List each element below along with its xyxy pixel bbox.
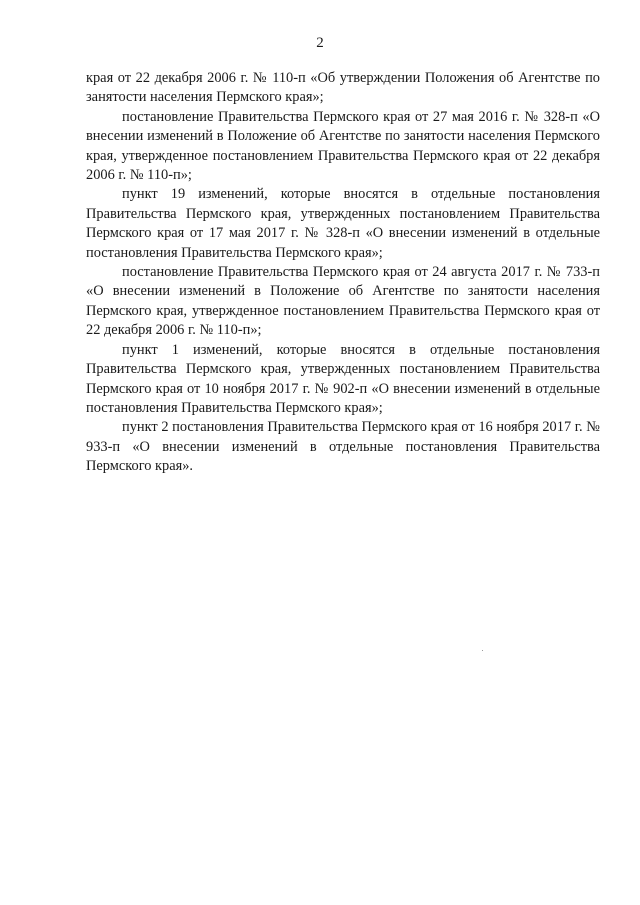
paragraph-resolution-328-2016: постановление Правительства Пермского края от 27 мая 2016 г. № 328-п «О внесении изменений в Положение об Агентстве по занятости населения Пермского края, утвержденное постановлением Правительства Пермского края от 22 декабря 2006 г. № 110-п»;	[86, 108, 600, 184]
page-number: 2	[316, 35, 324, 51]
document-body	[86, 69, 600, 477]
paragraph-item-1: пункт 1 изменений, которые вносятся в отдельные постановления Правительства Пермского края, утвержденных постановлением Правительства Пермского края от 10 ноября 2017 г. № 902-п «О внесении изменений в отдельные постановления Правительства Пермского края»;	[86, 341, 600, 416]
paragraph-continuation: края от 22 декабря 2006 г. № 110-п «Об утверждении Положения об Агентстве по занятости населения Пермского края»;	[86, 70, 600, 106]
paragraph-resolution-733-2017: постановление Правительства Пермского края от 24 августа 2017 г. № 733-п «О внесении изменений в Положение об Агентстве по занятости населения Пермского края, утвержденное постановлением Правительства Пермского края от 22 декабря 2006 г. № 110-п»;	[86, 264, 600, 339]
paragraph-item-19: пункт 19 изменений, которые вносятся в отдельные постановления Правительства Пермского края, утвержденных постановлением Правительства Пермского края от 17 мая 2017 г. № 328-п «О внесении изменений в отдельные постановления Правительства Пермского края»;	[86, 186, 600, 261]
scan-speck	[482, 650, 483, 651]
paragraph-item-2: пункт 2 постановления Правительства Пермского края от 16 ноября 2017 г. № 933-п «О внесении изменений в отдельные постановления Правительства Пермского края».	[86, 419, 600, 475]
